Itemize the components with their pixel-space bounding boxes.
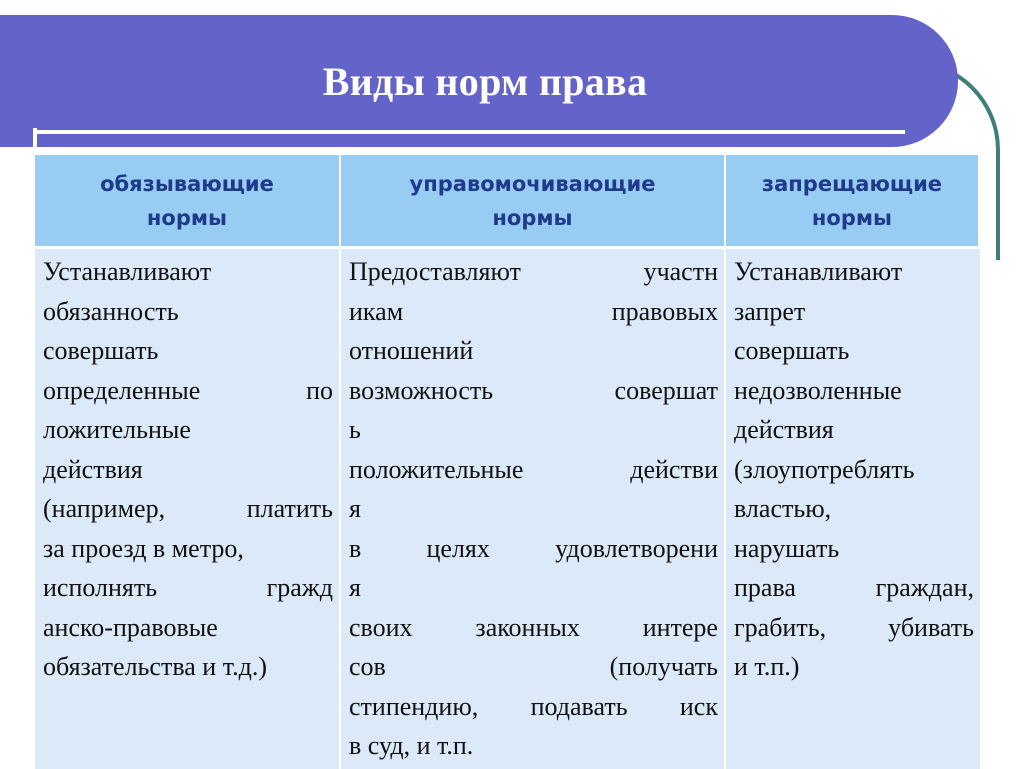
text-line: действия [43,454,143,484]
word: подавать [530,691,628,721]
title-underline [35,130,905,134]
word: по [306,375,333,405]
word: граждан, [875,573,974,602]
text-line: запрет [734,296,806,326]
word: совершат [614,375,718,405]
text-line: нарушать [734,533,840,563]
text-line [349,450,718,490]
text-line: обязанность [43,296,179,326]
text-line: и т.п.) [734,652,800,681]
word: действи [630,454,718,484]
text-line: властью, [734,494,832,523]
word: сов [349,652,386,681]
word: икам [349,296,404,326]
word: возможность [349,375,494,405]
word: своих [349,612,413,642]
word: участн [643,257,718,286]
header-obligating: обязывающие нормы [35,155,341,246]
text-line [349,292,718,332]
text-line: ь [349,415,361,444]
cell-prohibiting [726,246,980,769]
norms-table [35,153,980,769]
text-line [43,371,333,411]
word: правовых [611,296,718,326]
text-line [734,568,974,608]
text-line: за проезд в метро, [43,533,244,563]
text-line: действия [734,415,834,444]
text-line [734,608,974,648]
text-line: совершать [43,336,159,365]
text-line [349,529,718,569]
text-line: (злоупотреблять [734,454,915,484]
text-line: анско-правовые [43,612,218,642]
word: стипендию, [349,691,479,721]
header-prohibiting: запрещающие нормы [726,155,980,246]
word: (получать [609,652,718,681]
decorative-tick [33,128,37,154]
word: определенные [43,375,201,405]
word: положительные [349,454,524,484]
text-line: Устанавливают [734,257,903,286]
header-empowering: управомочивающие нормы [341,155,726,246]
word: права [734,573,796,602]
text-line [43,489,333,529]
text-line: я [349,494,361,523]
word: Предоставляют [349,257,521,286]
text-line [349,608,718,648]
text-line: совершать [734,336,850,365]
text-line [349,687,718,727]
cell-obligating [35,246,341,769]
word: убивать [888,612,974,642]
word: интере [642,612,718,642]
text-line: Устанавливают [43,257,212,286]
word: удовлетворени [555,533,718,563]
word: целях [426,533,490,563]
slide-title: Виды норм права [322,59,648,104]
word: (например, [43,494,166,523]
word: законных [475,612,580,642]
text-line: я [349,573,361,602]
text-line: отношений [349,336,474,365]
text-line: в суд, и т.п. [349,731,474,760]
text-line: обязательства и т.д.) [43,652,267,681]
word: исполнять [43,573,158,602]
text-line [349,371,718,411]
text-line [349,647,718,687]
word: иск [679,691,718,721]
text-line: ложительные [43,415,191,444]
cell-empowering [341,246,726,769]
text-line [349,252,718,292]
text-line: недозволенные [734,375,902,405]
word: грабить, [734,612,827,642]
word: в [349,533,362,563]
text-line [43,568,333,608]
word: платить [246,494,333,523]
word: гражд [266,573,333,602]
